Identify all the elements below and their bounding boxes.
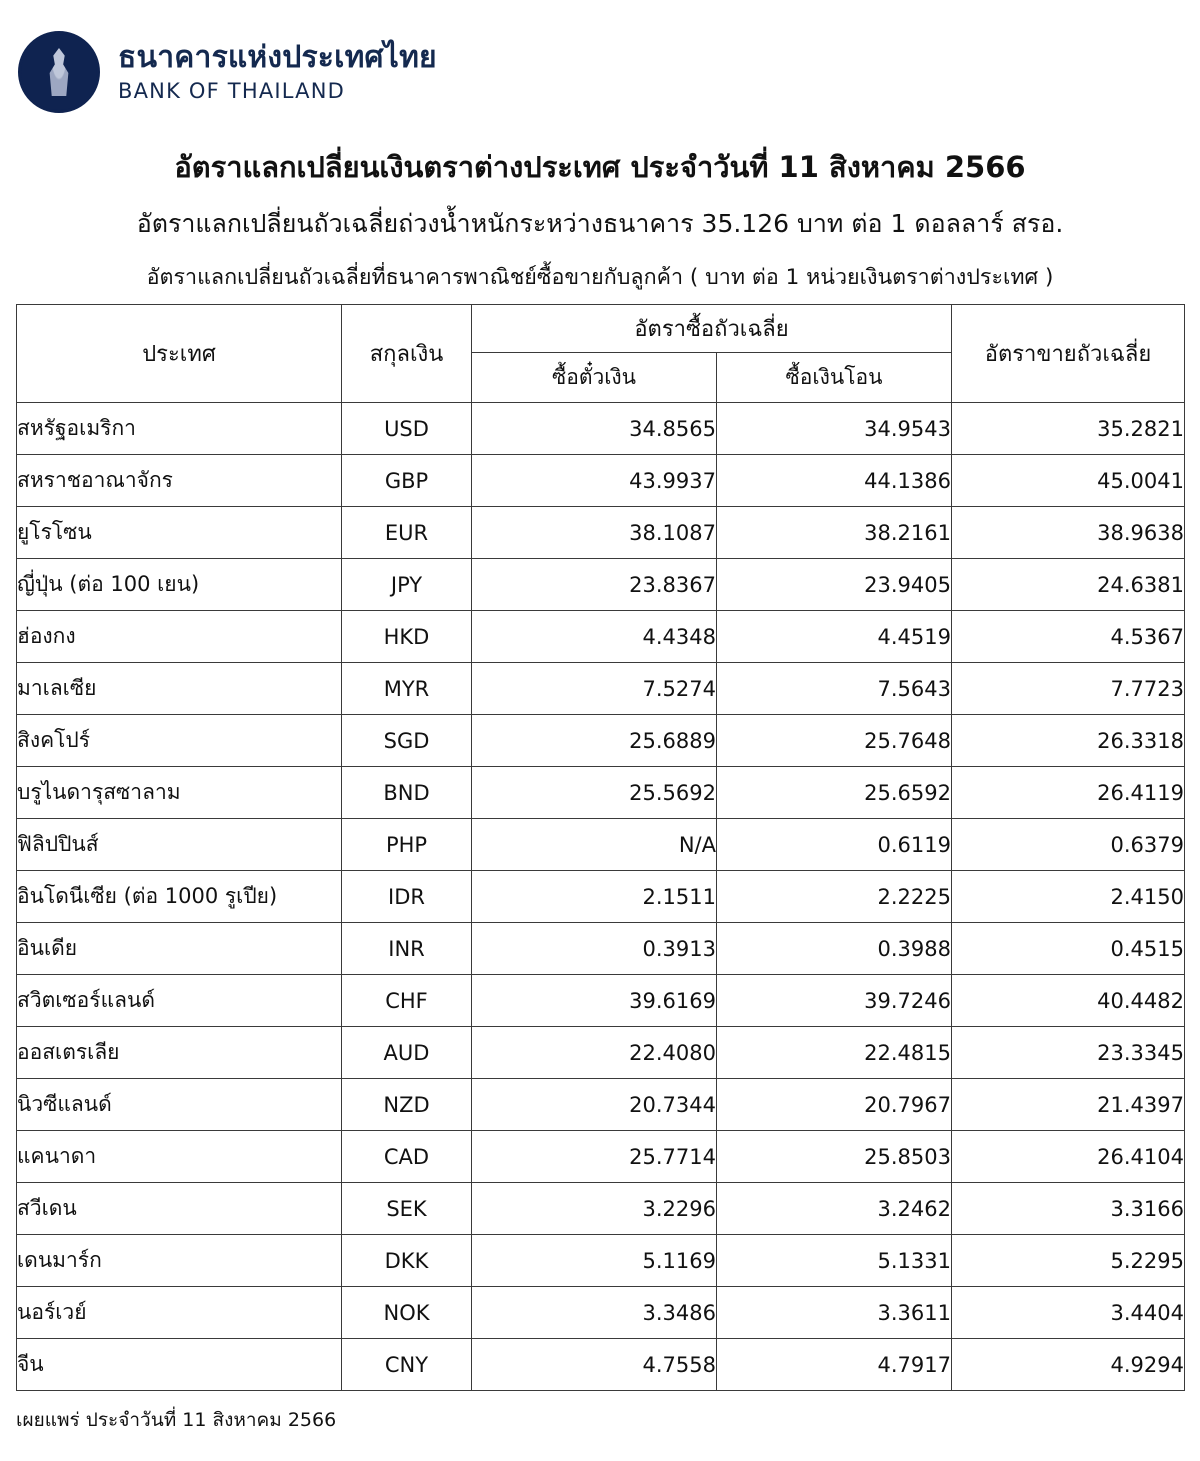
cell-buying-transfer: 44.1386: [717, 455, 952, 507]
table-row: [17, 715, 1185, 767]
column-header-buying-transfer: ซื้อเงินโอน: [717, 353, 952, 403]
cell-buying-sight: 3.2296: [472, 1183, 717, 1235]
cell-country: ฟิลิปปินส์: [17, 819, 342, 871]
cell-currency-code: BND: [342, 767, 472, 819]
table-row: [17, 1235, 1185, 1287]
cell-buying-sight: N/A: [472, 819, 717, 871]
cell-currency-code: SEK: [342, 1183, 472, 1235]
cell-buying-sight: 43.9937: [472, 455, 717, 507]
table-row: [17, 1183, 1185, 1235]
table-body: [17, 403, 1185, 1391]
cell-buying-sight: 25.7714: [472, 1131, 717, 1183]
cell-currency-code: MYR: [342, 663, 472, 715]
cell-country: นอร์เวย์: [17, 1287, 342, 1339]
cell-country: นิวซีแลนด์: [17, 1079, 342, 1131]
cell-buying-transfer: 22.4815: [717, 1027, 952, 1079]
table-row: [17, 559, 1185, 611]
cell-country: สหราชอาณาจักร: [17, 455, 342, 507]
cell-buying-transfer: 34.9543: [717, 403, 952, 455]
cell-country: ฮ่องกง: [17, 611, 342, 663]
cell-buying-sight: 7.5274: [472, 663, 717, 715]
cell-buying-sight: 3.3486: [472, 1287, 717, 1339]
cell-buying-transfer: 7.5643: [717, 663, 952, 715]
table-row: [17, 1287, 1185, 1339]
cell-buying-sight: 5.1169: [472, 1235, 717, 1287]
cell-country: ออสเตรเลีย: [17, 1027, 342, 1079]
column-header-buying-sight: ซื้อตั๋วเงิน: [472, 353, 717, 403]
cell-selling: 0.4515: [952, 923, 1185, 975]
cell-currency-code: JPY: [342, 559, 472, 611]
rates-table-container: [0, 294, 1200, 1391]
cell-currency-code: CHF: [342, 975, 472, 1027]
cell-selling: 26.4119: [952, 767, 1185, 819]
cell-selling: 35.2821: [952, 403, 1185, 455]
cell-currency-code: CAD: [342, 1131, 472, 1183]
cell-country: สิงคโปร์: [17, 715, 342, 767]
cell-selling: 2.4150: [952, 871, 1185, 923]
brand-name-thai: ธนาคารแห่งประเทศไทย: [118, 40, 437, 76]
exchange-rates-table: [16, 304, 1185, 1391]
cell-country: จีน: [17, 1339, 342, 1391]
brand-name-english: BANK OF THAILAND: [118, 78, 346, 103]
table-header: [17, 305, 1185, 403]
cell-country: เดนมาร์ก: [17, 1235, 342, 1287]
table-row: [17, 507, 1185, 559]
cell-buying-transfer: 3.3611: [717, 1287, 952, 1339]
cell-selling: 3.3166: [952, 1183, 1185, 1235]
table-row: [17, 767, 1185, 819]
cell-buying-transfer: 25.6592: [717, 767, 952, 819]
table-row: [17, 455, 1185, 507]
cell-buying-transfer: 5.1331: [717, 1235, 952, 1287]
table-row: [17, 975, 1185, 1027]
cell-selling: 4.5367: [952, 611, 1185, 663]
cell-buying-sight: 0.3913: [472, 923, 717, 975]
cell-currency-code: NOK: [342, 1287, 472, 1339]
page-subtitle: อัตราแลกเปลี่ยนถัวเฉลี่ยถ่วงน้ำหนักระหว่างธนาคาร 35.126 บาท ต่อ 1 ดอลลาร์ สรอ.: [136, 209, 1064, 238]
cell-selling: 24.6381: [952, 559, 1185, 611]
cell-currency-code: CNY: [342, 1339, 472, 1391]
cell-buying-sight: 20.7344: [472, 1079, 717, 1131]
cell-buying-transfer: 2.2225: [717, 871, 952, 923]
cell-selling: 40.4482: [952, 975, 1185, 1027]
cell-buying-sight: 34.8565: [472, 403, 717, 455]
cell-buying-sight: 2.1511: [472, 871, 717, 923]
cell-country: แคนาดา: [17, 1131, 342, 1183]
cell-currency-code: DKK: [342, 1235, 472, 1287]
cell-country: สหรัฐอเมริกา: [17, 403, 342, 455]
cell-selling: 26.3318: [952, 715, 1185, 767]
cell-currency-code: INR: [342, 923, 472, 975]
cell-buying-transfer: 0.3988: [717, 923, 952, 975]
cell-selling: 21.4397: [952, 1079, 1185, 1131]
cell-country: ยูโรโซน: [17, 507, 342, 559]
cell-buying-transfer: 38.2161: [717, 507, 952, 559]
cell-currency-code: AUD: [342, 1027, 472, 1079]
publish-note: เผยแพร่ ประจำวันที่ 11 สิงหาคม 2566: [16, 1409, 337, 1431]
cell-selling: 45.0041: [952, 455, 1185, 507]
cell-buying-sight: 39.6169: [472, 975, 717, 1027]
table-row: [17, 871, 1185, 923]
cell-country: สวีเดน: [17, 1183, 342, 1235]
table-row: [17, 1339, 1185, 1391]
cell-buying-transfer: 25.8503: [717, 1131, 952, 1183]
bank-of-thailand-seal-icon: [18, 31, 100, 113]
cell-country: ญี่ปุ่น (ต่อ 100 เยน): [17, 559, 342, 611]
cell-buying-sight: 4.4348: [472, 611, 717, 663]
cell-selling: 5.2295: [952, 1235, 1185, 1287]
cell-currency-code: IDR: [342, 871, 472, 923]
cell-buying-sight: 25.5692: [472, 767, 717, 819]
column-header-currency: สกุลเงิน: [342, 305, 472, 403]
title-block: [0, 144, 1200, 244]
column-header-buying: อัตราซื้อถัวเฉลี่ย: [472, 305, 952, 353]
cell-buying-sight: 25.6889: [472, 715, 717, 767]
cell-currency-code: USD: [342, 403, 472, 455]
table-row: [17, 819, 1185, 871]
page-title: อัตราแลกเปลี่ยนเงินตราต่างประเทศ ประจำวันที่ 11 สิงหาคม 2566: [174, 150, 1026, 184]
cell-currency-code: NZD: [342, 1079, 472, 1131]
cell-buying-sight: 22.4080: [472, 1027, 717, 1079]
table-row: [17, 923, 1185, 975]
cell-currency-code: GBP: [342, 455, 472, 507]
table-row: [17, 611, 1185, 663]
cell-buying-sight: 4.7558: [472, 1339, 717, 1391]
page-note: อัตราแลกเปลี่ยนถัวเฉลี่ยที่ธนาคารพาณิชย์ซื้อขายกับลูกค้า ( บาท ต่อ 1 หน่วยเงินตราต่างประเทศ ): [146, 265, 1054, 290]
cell-currency-code: EUR: [342, 507, 472, 559]
cell-buying-transfer: 4.4519: [717, 611, 952, 663]
cell-selling: 38.9638: [952, 507, 1185, 559]
column-header-country: ประเทศ: [17, 305, 342, 403]
cell-buying-transfer: 0.6119: [717, 819, 952, 871]
table-row: [17, 1131, 1185, 1183]
cell-currency-code: HKD: [342, 611, 472, 663]
cell-country: สวิตเซอร์แลนด์: [17, 975, 342, 1027]
cell-country: อินโดนีเซีย (ต่อ 1000 รูเปีย): [17, 871, 342, 923]
table-row: [17, 1079, 1185, 1131]
cell-currency-code: SGD: [342, 715, 472, 767]
brand-block: [118, 42, 437, 102]
cell-selling: 3.4404: [952, 1287, 1185, 1339]
cell-country: อินเดีย: [17, 923, 342, 975]
cell-buying-transfer: 20.7967: [717, 1079, 952, 1131]
cell-selling: 23.3345: [952, 1027, 1185, 1079]
cell-selling: 7.7723: [952, 663, 1185, 715]
cell-buying-transfer: 3.2462: [717, 1183, 952, 1235]
cell-country: บรูไนดารุสซาลาม: [17, 767, 342, 819]
cell-currency-code: PHP: [342, 819, 472, 871]
cell-selling: 26.4104: [952, 1131, 1185, 1183]
table-row: [17, 403, 1185, 455]
table-row: [17, 663, 1185, 715]
cell-selling: 4.9294: [952, 1339, 1185, 1391]
cell-buying-sight: 23.8367: [472, 559, 717, 611]
cell-selling: 0.6379: [952, 819, 1185, 871]
column-header-selling: อัตราขายถัวเฉลี่ย: [952, 305, 1185, 403]
cell-buying-transfer: 39.7246: [717, 975, 952, 1027]
cell-buying-sight: 38.1087: [472, 507, 717, 559]
page-header: [0, 0, 1200, 122]
cell-buying-transfer: 25.7648: [717, 715, 952, 767]
table-row: [17, 1027, 1185, 1079]
cell-buying-transfer: 4.7917: [717, 1339, 952, 1391]
cell-buying-transfer: 23.9405: [717, 559, 952, 611]
cell-country: มาเลเซีย: [17, 663, 342, 715]
